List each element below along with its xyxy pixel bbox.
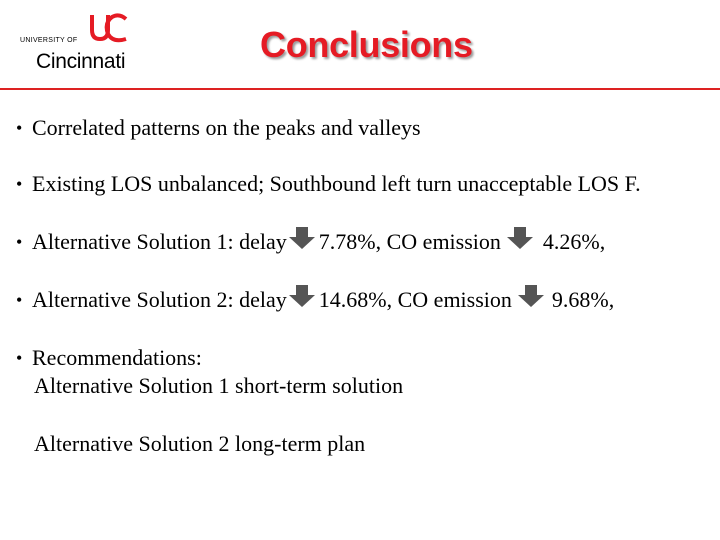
bullet-dot: • — [16, 174, 23, 194]
bullet-text: Recommendations: — [32, 345, 202, 370]
bullet-text: Existing LOS unbalanced; Southbound left turn unacceptable LOS F. — [32, 171, 641, 196]
bullet-text: Alternative Solution 1: delay — [32, 229, 287, 254]
bullet-text: 4.26%, — [542, 229, 606, 254]
bullet-item — [16, 114, 421, 142]
bullet-dot: • — [16, 232, 23, 252]
bullet-dot: • — [16, 348, 23, 368]
recommendation-line: Alternative Solution 2 long-term plan — [34, 431, 366, 456]
logo-small-text: UNIVERSITY OF — [20, 37, 78, 44]
bullet-item — [16, 228, 605, 258]
bullet-dot: • — [16, 290, 23, 310]
uc-monogram-icon — [86, 12, 130, 46]
down-arrow-icon — [507, 227, 533, 256]
bullet-text: 7.78%, CO emission — [318, 229, 501, 254]
bullet-text: 14.68%, CO emission — [318, 287, 512, 312]
down-arrow-icon — [289, 227, 315, 256]
slide-title: Conclusions — [260, 24, 473, 65]
logo-big-text: Cincinnati — [36, 50, 126, 73]
bullet-item — [16, 286, 614, 316]
down-arrow-icon — [518, 285, 544, 314]
bullet-text: 9.68%, — [551, 287, 615, 312]
bullet-item — [16, 170, 641, 198]
bullet-item — [16, 344, 202, 372]
bullet-dot: • — [16, 118, 23, 138]
bullet-text: Alternative Solution 2: delay — [32, 287, 287, 312]
university-logo — [18, 12, 143, 72]
down-arrow-icon — [289, 285, 315, 314]
bullet-text: Correlated patterns on the peaks and valleys — [32, 115, 421, 140]
recommendation-line: Alternative Solution 1 short-term solution — [34, 373, 404, 398]
title-divider — [0, 88, 720, 90]
